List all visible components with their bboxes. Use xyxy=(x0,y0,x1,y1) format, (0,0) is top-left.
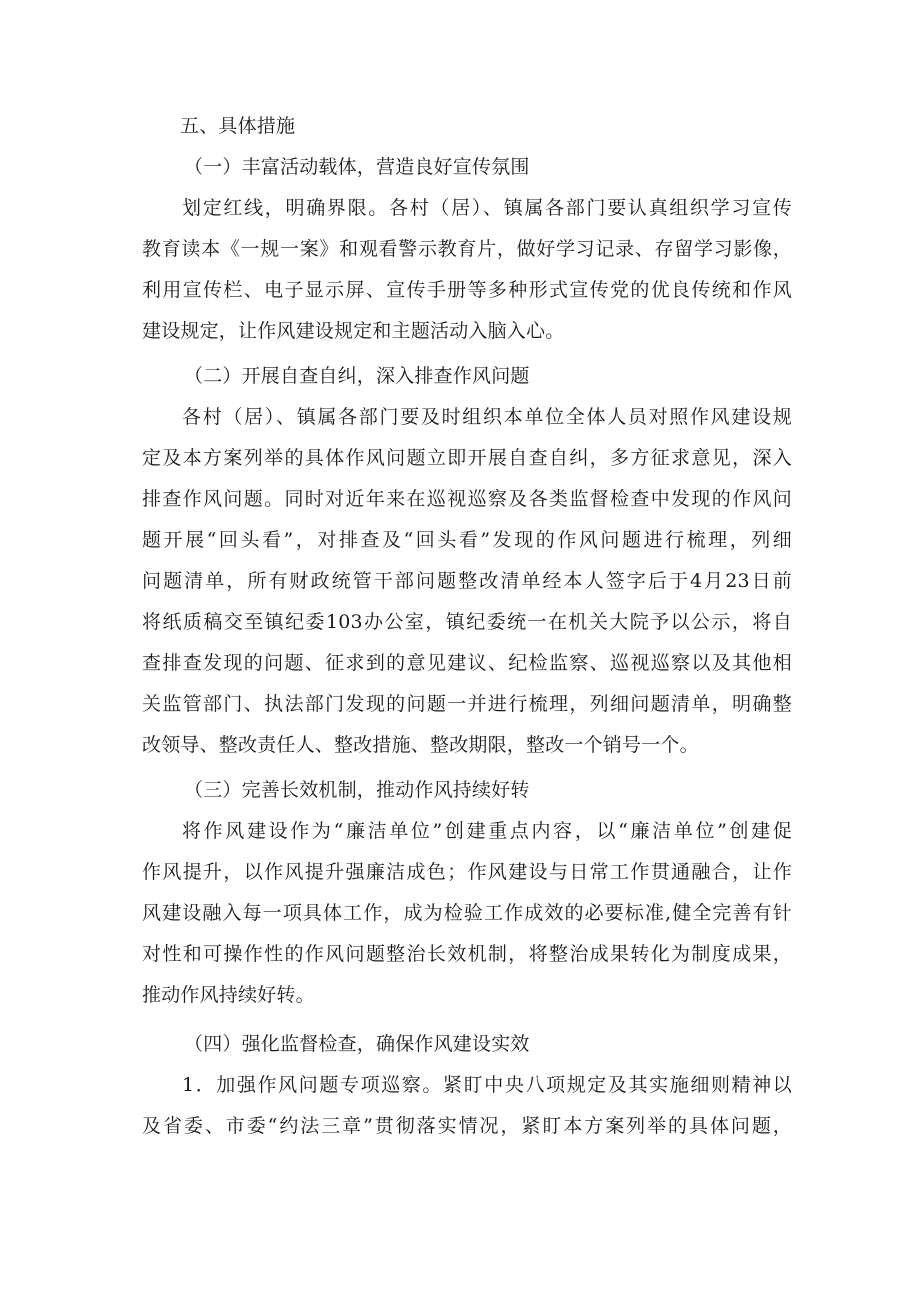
paragraph-3-line-1: 将作风建设作为“廉洁单位”创建重点内容，以“廉洁单位”创建促 xyxy=(182,820,792,842)
paragraph-3-line-3: 风建设融入每一项具体工作，成为检验工作成效的必要标准,健全完善有针 xyxy=(142,902,792,924)
subheading-2: （二）开展自查自纠，深入排查作风问题 xyxy=(184,365,530,387)
paragraph-1-line-2: 教育读本《一规一案》和观看警示教育片，做好学习记录、存留学习影像， xyxy=(142,238,792,260)
paragraph-4-line-2: 及省委、市委“约法三章”贯彻落实情况，紧盯本方案列举的具体问题， xyxy=(142,1115,792,1137)
paragraph-2-line-8: 关监管部门、执法部门发现的问题一并进行梳理，列细问题清单，明确整 xyxy=(142,693,792,715)
subheading-4: （四）强化监督检查，确保作风建设实效 xyxy=(184,1033,530,1055)
paragraph-2-line-1: 各村（居）、镇属各部门要及时组织本单位全体人员对照作风建设规 xyxy=(182,406,792,428)
paragraph-2-line-2: 定及本方案列举的具体作风问题立即开展自查自纠，多方征求意见，深入 xyxy=(142,447,792,469)
paragraph-3-line-2: 作风提升，以作风提升强廉洁成色；作风建设与日常工作贯通融合，让作 xyxy=(142,861,792,883)
paragraph-3-line-4: 对性和可操作性的作风问题整治长效机制，将整治成果转化为制度成果， xyxy=(142,943,792,965)
paragraph-2-line-6: 将纸质稿交至镇纪委103办公室，镇纪委统一在机关大院予以公示，将自 xyxy=(142,611,792,633)
paragraph-2-line-7: 查排查发现的问题、征求到的意见建议、纪检监察、巡视巡察以及其他相 xyxy=(142,652,792,674)
subheading-3: （三）完善长效机制，推动作风持续好转 xyxy=(184,779,530,801)
section-heading: 五、具体措施 xyxy=(180,115,296,137)
paragraph-2-line-4: 题开展“回头看”，对排查及“回头看”发现的作风问题进行梳理，列细 xyxy=(142,529,792,551)
paragraph-1-line-1: 划定红线，明确界限。各村（居）、镇属各部门要认真组织学习宣传 xyxy=(182,197,792,219)
paragraph-2-line-9: 改领导、整改责任人、整改措施、整改期限，整改一个销号一个。 xyxy=(142,734,699,756)
paragraph-4-line-1: 1．加强作风问题专项巡察。紧盯中央八项规定及其实施细则精神以 xyxy=(182,1074,792,1096)
paragraph-1-line-4: 建设规定，让作风建设规定和主题活动入脑入心。 xyxy=(142,320,565,342)
paragraph-2-line-3: 排查作风问题。同时对近年来在巡视巡察及各类监督检查中发现的作风问 xyxy=(142,488,792,510)
paragraph-1-line-3: 利用宣传栏、电子显示屏、宣传手册等多种形式宣传党的优良传统和作风 xyxy=(142,279,792,301)
paragraph-3-line-5: 推动作风持续好转。 xyxy=(142,984,315,1006)
subheading-1: （一）丰富活动载体，营造良好宣传氛围 xyxy=(184,156,530,178)
paragraph-2-line-5: 问题清单，所有财政统管干部问题整改清单经本人签字后于4月23日前 xyxy=(142,570,792,592)
